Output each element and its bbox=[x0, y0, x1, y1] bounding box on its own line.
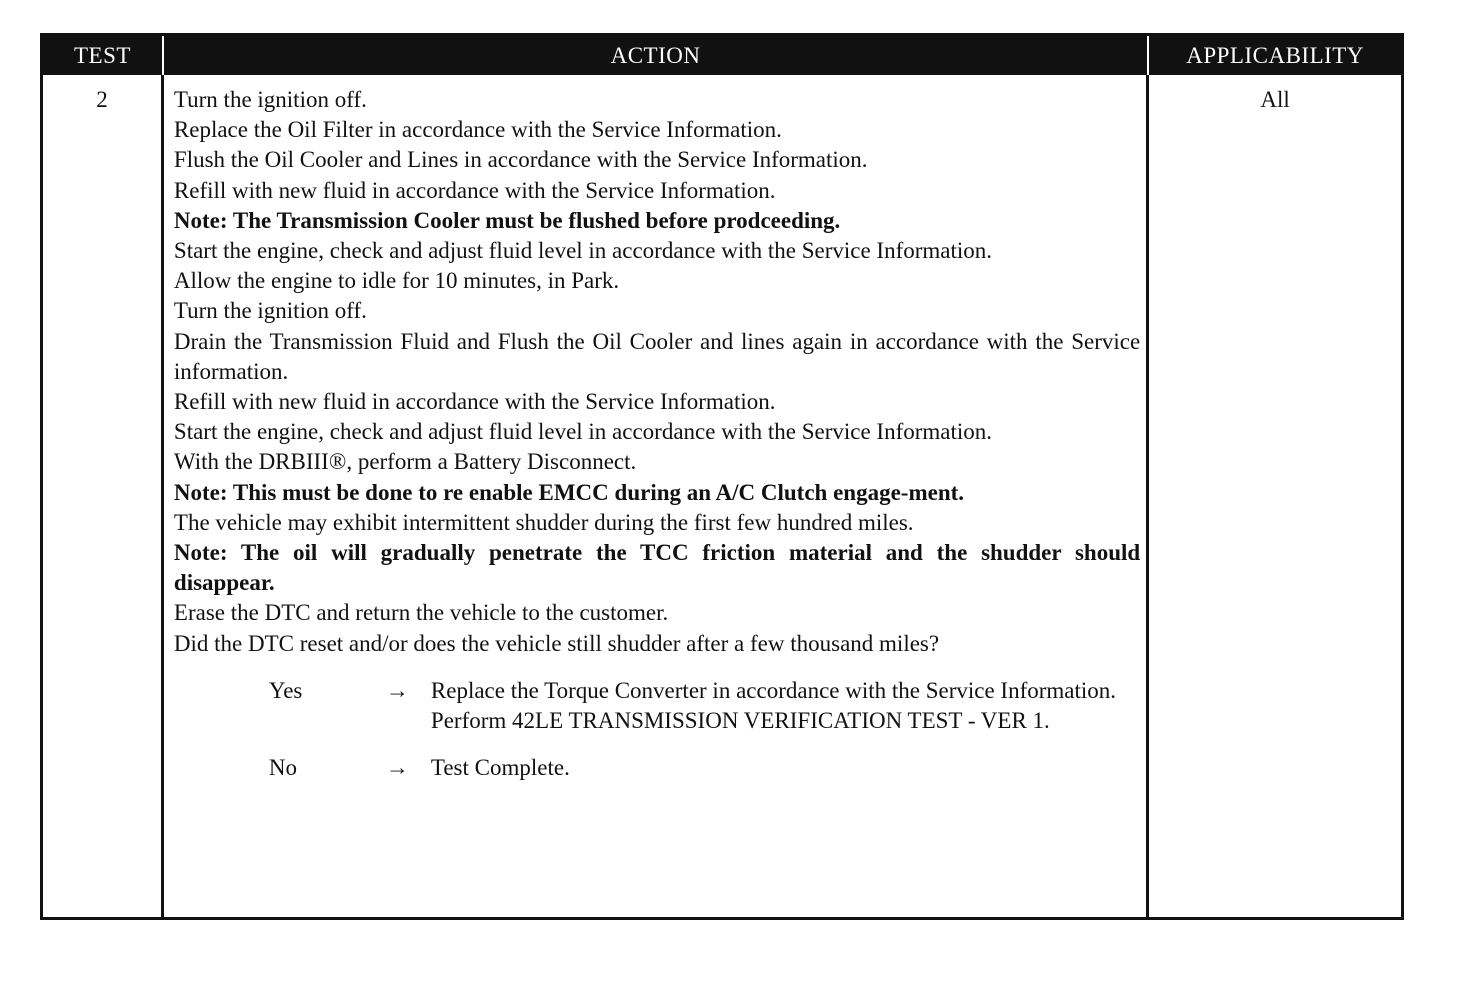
step: Allow the engine to idle for 10 minutes, in Park. bbox=[173, 268, 620, 294]
step: With the DRBIII®, perform a Battery Disconnect. bbox=[173, 449, 637, 475]
step: Refill with new fluid in accordance with the Service Information. bbox=[173, 389, 776, 415]
step: Erase the DTC and return the vehicle to the customer. bbox=[173, 600, 669, 626]
yes-action-line: Replace the Torque Converter in accordance with the Service Information. bbox=[430, 677, 1117, 703]
step: Turn the ignition off. bbox=[173, 298, 367, 324]
header-action: ACTION bbox=[164, 36, 1149, 75]
table-row bbox=[43, 75, 1401, 917]
test-number: 2 bbox=[43, 75, 164, 917]
action-cell bbox=[164, 75, 1149, 917]
no-actions bbox=[431, 753, 1140, 783]
step: Replace the Oil Filter in accordance with the Service Information. bbox=[173, 117, 782, 143]
right-arrow-icon: → bbox=[385, 755, 409, 781]
right-arrow-icon: → bbox=[385, 677, 409, 703]
step: Start the engine, check and adjust fluid level in accordance with the Service Information. bbox=[173, 419, 993, 445]
question: Did the DTC reset and/or does the vehicle still shudder after a few thousand miles? bbox=[173, 630, 940, 656]
step: The vehicle may exhibit intermittent shudder during the first few hundred miles. bbox=[173, 509, 914, 535]
note: Note: This must be done to re enable EMCC during an A/C Clutch engage-ment. bbox=[173, 479, 965, 505]
no-result bbox=[174, 753, 1140, 783]
step: Flush the Oil Cooler and Lines in accordance with the Service Information. bbox=[173, 147, 868, 173]
table-header bbox=[43, 36, 1401, 75]
header-test: TEST bbox=[43, 36, 164, 75]
yes-result bbox=[174, 676, 1140, 736]
note: Note: The oil will gradually penetrate the TCC friction material and the shudder should disappear. bbox=[173, 540, 1141, 596]
step: Refill with new fluid in accordance with the Service Information. bbox=[173, 177, 776, 203]
step: Start the engine, check and adjust fluid level in accordance with the Service Information. bbox=[173, 238, 993, 264]
no-action-line: Test Complete. bbox=[430, 755, 570, 781]
applicability-value: All bbox=[1260, 87, 1290, 112]
step: Turn the ignition off. bbox=[173, 87, 367, 112]
yes-actions bbox=[431, 676, 1140, 736]
note: Note: The Transmission Cooler must be flushed before prodceeding. bbox=[173, 207, 841, 233]
no-label: No bbox=[268, 755, 298, 781]
yes-label: Yes bbox=[268, 677, 303, 703]
yes-action-line: Perform 42LE TRANSMISSION VERIFICATION TEST - VER 1. bbox=[430, 708, 1050, 734]
step: Drain the Transmission Fluid and Flush the Oil Cooler and lines again in accordance with the Service information. bbox=[173, 328, 1141, 384]
header-applicability: APPLICABILITY bbox=[1186, 42, 1364, 68]
diagnostic-test-table bbox=[40, 33, 1404, 920]
